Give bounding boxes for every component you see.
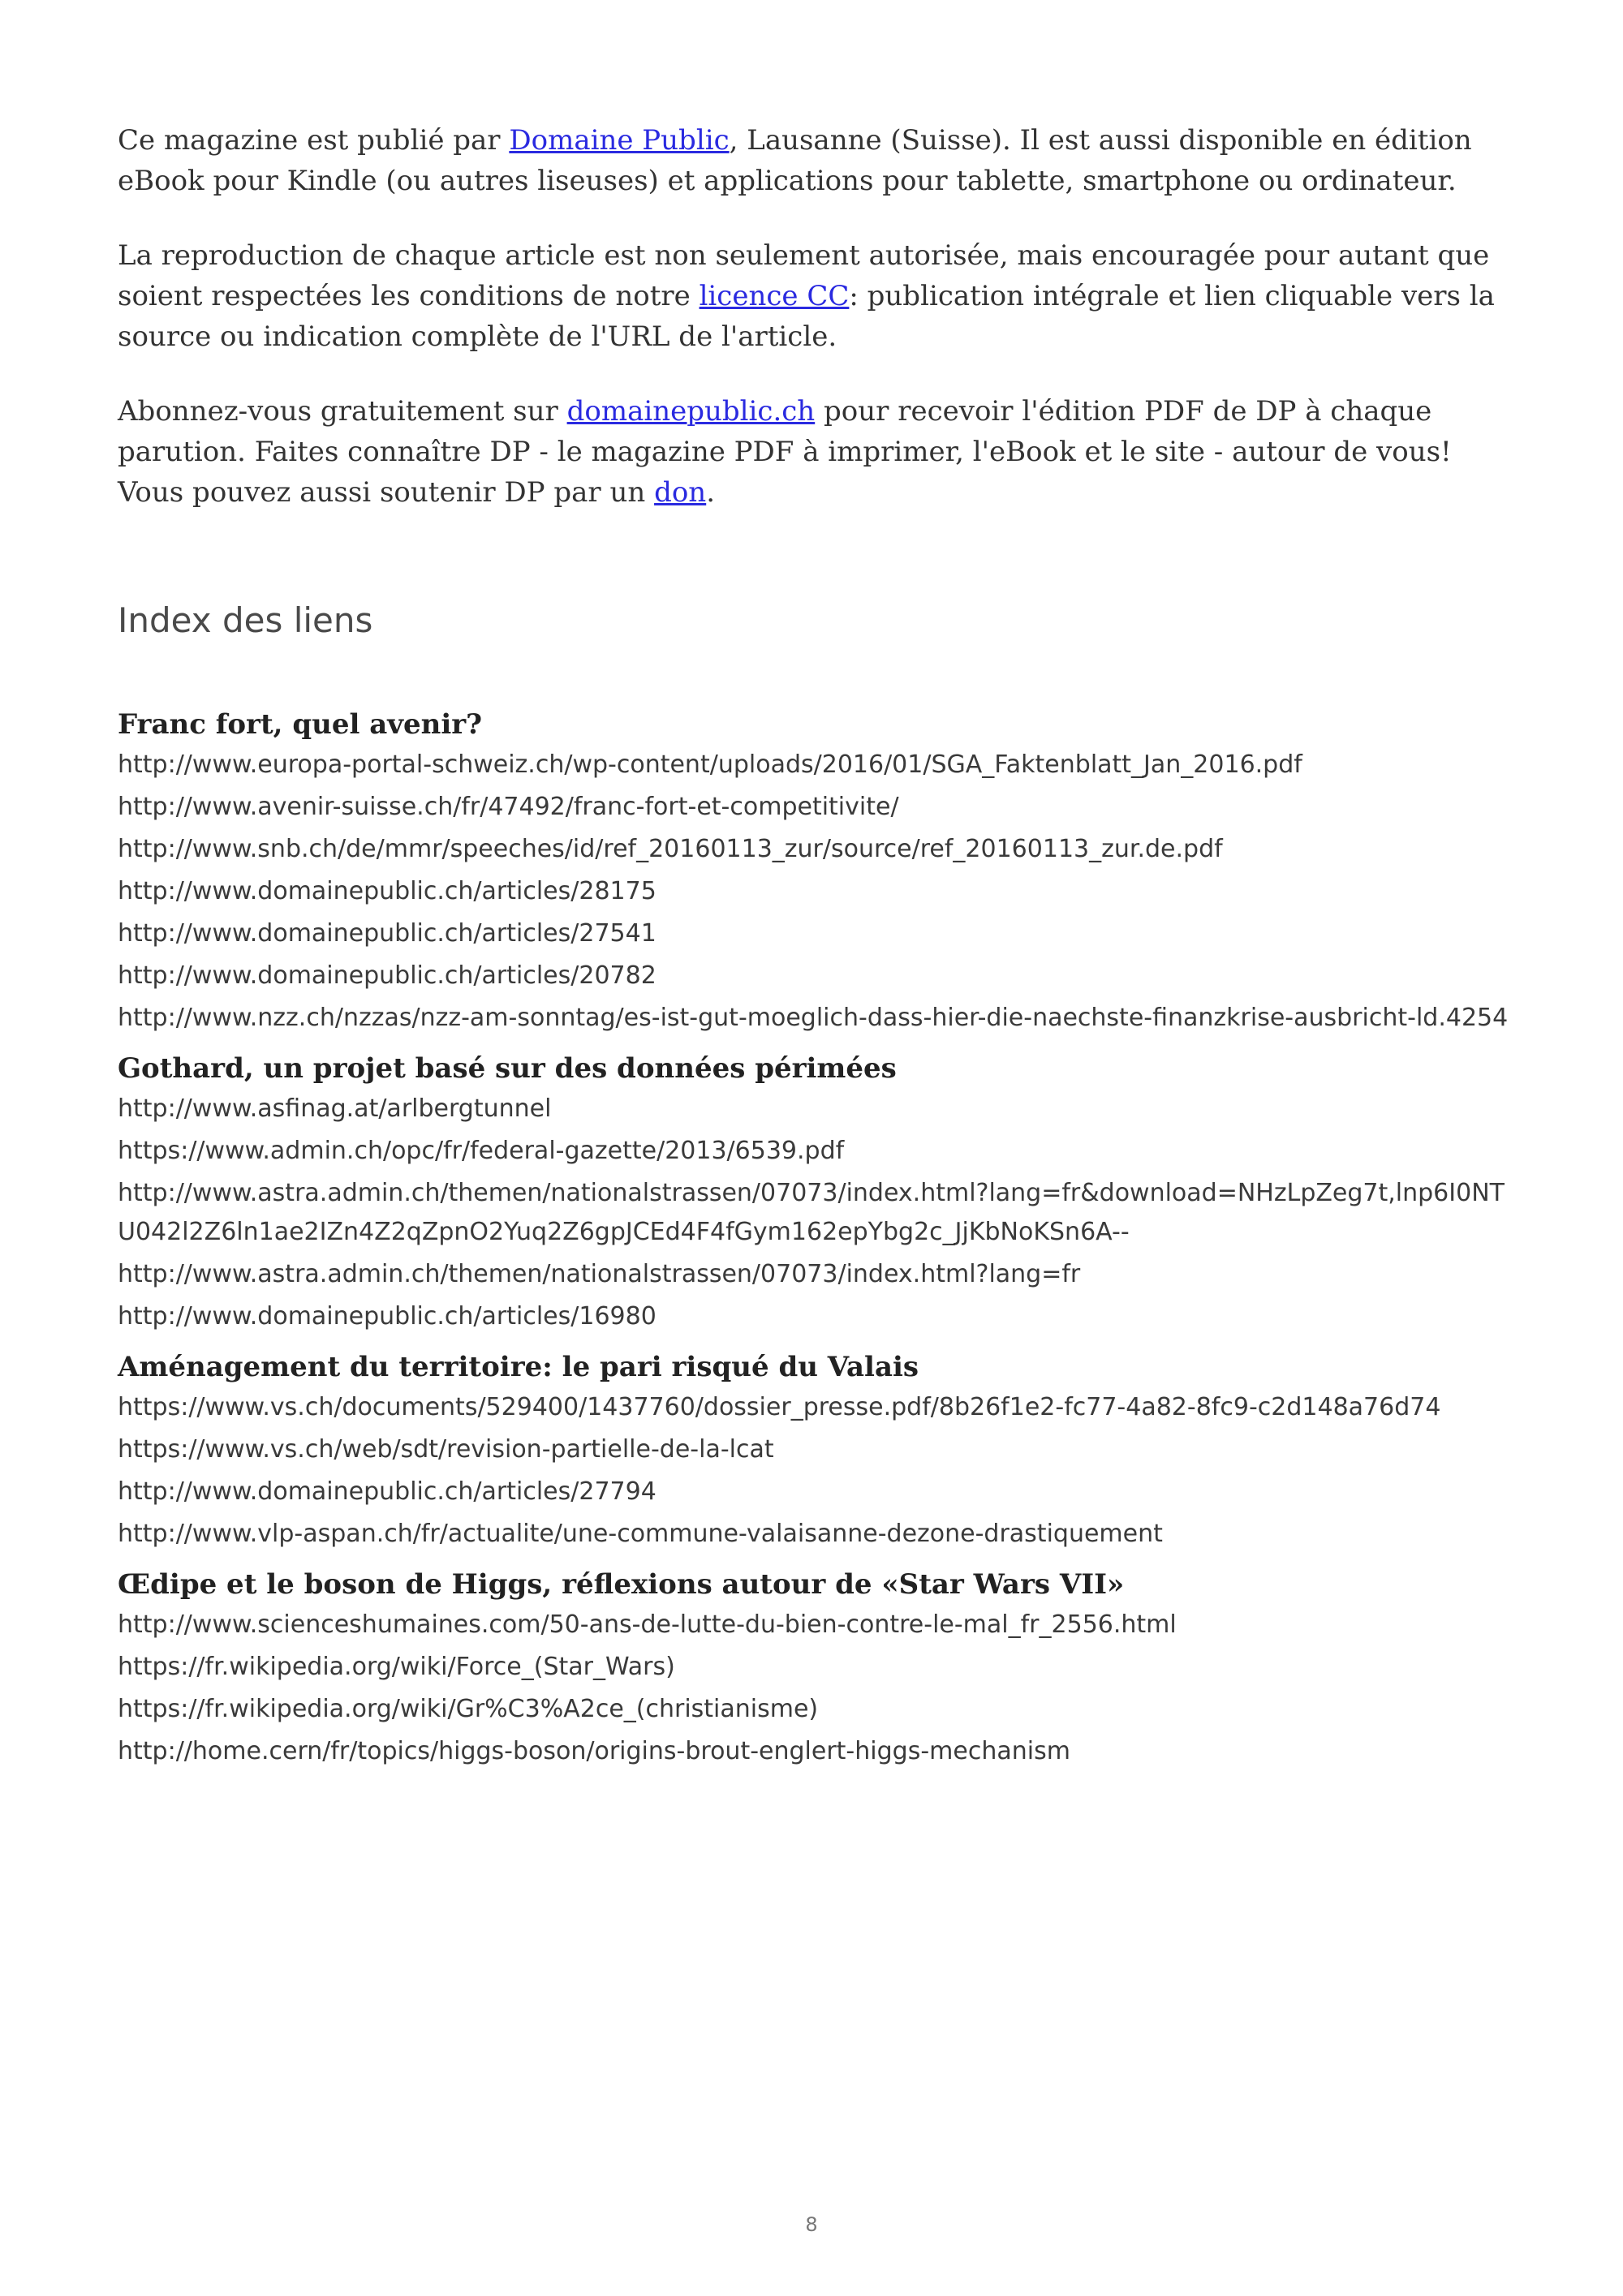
url-item[interactable]: http://www.domainepublic.ch/articles/20782: [118, 961, 657, 990]
section-title: Franc fort, quel avenir?: [118, 708, 483, 741]
intro-section: [118, 120, 1513, 513]
link-index: [118, 703, 1513, 1771]
section-title: Œdipe et le boson de Higgs, réflexions autour de «Star Wars VII»: [118, 1568, 1125, 1601]
url-item[interactable]: http://www.avenir-suisse.ch/fr/47492/franc-fort-et-competitivite/: [118, 793, 899, 821]
intro-text: pour recevoir l'édition PDF de DP à chaque parution. Faites connaître DP - le magazine PDF à imprimer, l'eBook et le site - autour de vous! Vous pouvez aussi soutenir DP par un: [118, 395, 1452, 509]
intro-text: : publication intégrale et lien cliquable vers la source ou indication complète de l'URL de l'article.: [118, 280, 1495, 353]
url-item[interactable]: http://www.scienceshumaines.com/50-ans-de-lutte-du-bien-contre-le-mal_fr_2556.html: [118, 1610, 1177, 1639]
url-item[interactable]: http://www.astra.admin.ch/themen/nationalstrassen/07073/index.html?lang=fr: [118, 1260, 1081, 1288]
url-item[interactable]: https://fr.wikipedia.org/wiki/Gr%C3%A2ce_(christianisme): [118, 1695, 819, 1723]
url-item[interactable]: http://www.domainepublic.ch/articles/27794: [118, 1477, 657, 1506]
section-title: Gothard, un projet basé sur des données périmées: [118, 1052, 897, 1085]
index-title: Index des liens: [118, 600, 373, 640]
document-page: [118, 120, 1513, 1781]
link-section: [118, 1047, 1513, 1336]
url-item[interactable]: http://www.snb.ch/de/mmr/speeches/id/ref_20160113_zur/source/ref_20160113_zur.de.pdf: [118, 835, 1223, 863]
section-title: Aménagement du territoire: le pari risqué du Valais: [118, 1351, 919, 1383]
link-list: [118, 746, 1513, 1038]
url-item[interactable]: http://www.domainepublic.ch/articles/27541: [118, 919, 657, 948]
url-item[interactable]: http://www.domainepublic.ch/articles/16980: [118, 1302, 657, 1331]
url-item[interactable]: http://www.asfinag.at/arlbergtunnel: [118, 1094, 552, 1123]
url-item[interactable]: http://www.europa-portal-schweiz.ch/wp-content/uploads/2016/01/SGA_Faktenblatt_Jan_2016.pdf: [118, 750, 1302, 779]
intro-paragraph-license: [118, 235, 1513, 357]
url-item[interactable]: https://www.vs.ch/documents/529400/1437760/dossier_presse.pdf/8b26f1e2-fc77-4a82-8fc9-c2d148a76d74: [118, 1393, 1441, 1421]
donation-link[interactable]: don: [654, 476, 707, 509]
link-list: [118, 1388, 1513, 1554]
intro-paragraph-publisher: [118, 120, 1513, 201]
intro-paragraph-subscribe: [118, 391, 1513, 513]
url-item[interactable]: http://www.astra.admin.ch/themen/nationalstrassen/07073/index.html?lang=fr&download=NHzLpZeg7t,lnp6I0NTU042l2Z6ln1ae2IZn4Z2qZpnO2Yuq2Z6gpJCEd4F4fGym162epYbg2c_JjKbNoKSn6A--: [118, 1179, 1505, 1246]
link-section: [118, 703, 1513, 1038]
page-number: 8: [805, 2213, 818, 2236]
url-item[interactable]: http://www.nzz.ch/nzzas/nzz-am-sonntag/es-ist-gut-moeglich-dass-hier-die-naechste-finanzkrise-ausbricht-ld.4254: [118, 1004, 1509, 1032]
url-item[interactable]: https://www.vs.ch/web/sdt/revision-partielle-de-la-lcat: [118, 1435, 774, 1464]
url-item[interactable]: https://www.admin.ch/opc/fr/federal-gazette/2013/6539.pdf: [118, 1137, 845, 1165]
intro-text: .: [706, 476, 716, 509]
domaine-public-link[interactable]: Domaine Public: [509, 124, 730, 157]
intro-text: La reproduction de chaque article est non seulement autorisée, mais encouragée pour autant que soient respectées les conditions de notre: [118, 239, 1490, 312]
url-item[interactable]: https://fr.wikipedia.org/wiki/Force_(Star_Wars): [118, 1653, 675, 1681]
intro-text: Abonnez-vous gratuitement sur: [118, 395, 567, 428]
link-list: [118, 1606, 1513, 1771]
url-item[interactable]: http://www.domainepublic.ch/articles/28175: [118, 877, 657, 905]
intro-text: Ce magazine est publié par: [118, 124, 510, 157]
link-list: [118, 1090, 1513, 1336]
intro-text: , Lausanne (Suisse). Il est aussi disponible en édition eBook pour Kindle (ou autres liseuses) et applications pour tablette, smartphone ou ordinateur.: [118, 124, 1472, 197]
link-section: [118, 1346, 1513, 1554]
url-item[interactable]: http://home.cern/fr/topics/higgs-boson/origins-brout-englert-higgs-mechanism: [118, 1737, 1070, 1765]
licence-cc-link[interactable]: licence CC: [699, 280, 850, 312]
link-section: [118, 1563, 1513, 1771]
domainepublic-link[interactable]: domainepublic.ch: [566, 395, 816, 428]
url-item[interactable]: http://www.vlp-aspan.ch/fr/actualite/une-commune-valaisanne-dezone-drastiquement: [118, 1520, 1163, 1548]
